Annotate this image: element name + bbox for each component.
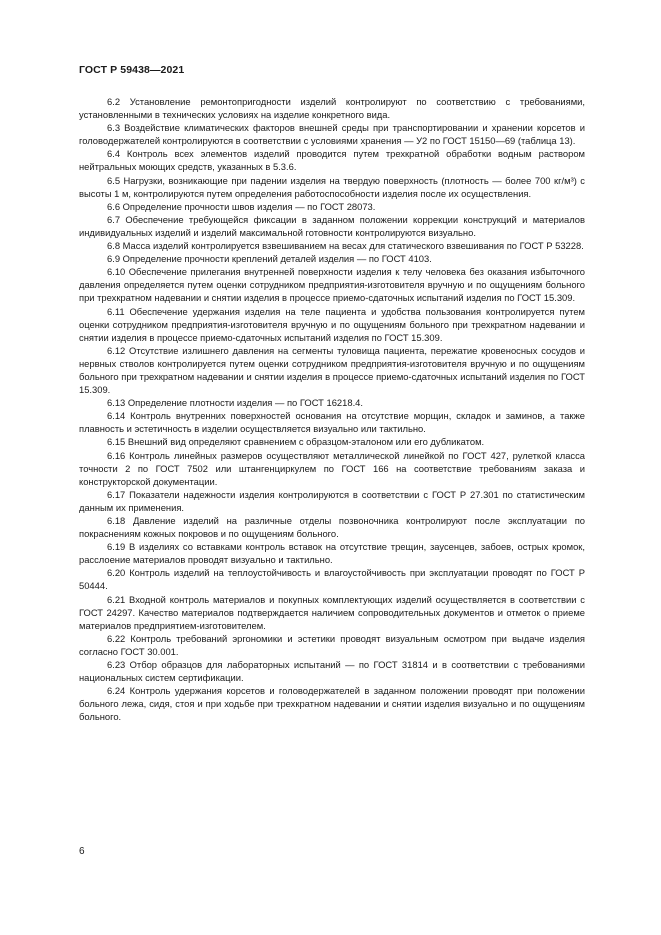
paragraph-6-11: 6.11 Обеспечение удержания изделия на теле пациента и удобства пользования контролируется путем оценки сотрудником предприятия-изготовителя вручную и по ощущениям больного при трехкратном надевании и снятии изделия в процессе приемо-сдаточных испытаний изделия по ГОСТ 15.309. <box>79 305 585 343</box>
paragraph-6-14: 6.14 Контроль внутренних поверхностей основания на отсутствие морщин, складок и заминов, а также плавность и эстетичность в изделии осуществляется визуально или тактильно. <box>79 410 585 435</box>
paragraph-6-8: 6.8 Масса изделий контролируется взвешиванием на весах для статического взвешивания по ГОСТ Р 53228. <box>107 240 584 252</box>
paragraph-6-12: 6.12 Отсутствие излишнего давления на сегменты туловища пациента, пережатие кровеносных сосудов и нервных стволов контролируется путем оценки сотрудником предприятия-изготовителя вручную и по ощущениям больного при трехкратном надевании и снятии изделия в процессе приемо-сдаточных испытаний изделия по ГОСТ 15.309. <box>79 344 585 396</box>
paragraph-6-13: 6.13 Определение плотности изделия — по ГОСТ 16218.4. <box>107 397 363 409</box>
page-number: 6 <box>79 846 85 857</box>
paragraph-6-21: 6.21 Входной контроль материалов и покупных комплектующих изделий осуществляется в соответствии с ГОСТ 24297. Качество материалов подтверждается наличием сопроводительных документов и отметок о приеме материалов предприятием-изготовителем. <box>79 593 585 631</box>
paragraph-6-19: 6.19 В изделиях со вставками контроль вставок на отсутствие трещин, заусенцев, забоев, острых кромок, расслоение материалов проводят визуально и тактильно. <box>79 541 585 566</box>
paragraph-6-6: 6.6 Определение прочности швов изделия — по ГОСТ 28073. <box>107 200 376 212</box>
paragraph-6-24: 6.24 Контроль удержания корсетов и головодержателей в заданном положении проводят при положении больного лежа, сидя, стоя и при ходьбе при трехкратном надевании и снятии изделия визуально и по ощущениям больного. <box>79 685 585 723</box>
paragraph-6-7: 6.7 Обеспечение требующейся фиксации в заданном положении коррекции конструкций и материалов индивидуальных изделий и изделий максимальной готовности контролируются визуально. <box>79 213 585 238</box>
paragraph-6-3: 6.3 Воздействие климатических факторов внешней среды при транспортировании и хранении корсетов и головодержателей контролируются в соответствии с условиями хранения — У2 по ГОСТ 15150—69 (таблица 13). <box>79 122 585 147</box>
document-header: ГОСТ Р 59438—2021 <box>79 64 185 76</box>
paragraph-6-4: 6.4 Контроль всех элементов изделий проводится путем трехкратной обработки водным раствором нейтральных моющих средств, указанных в 5.3.6. <box>79 148 585 173</box>
paragraph-6-5: 6.5 Нагрузки, возникающие при падении изделия на твердую поверхность (плотность — более 700 кг/м³) с высоты 1 м, контролируются путем определения работоспособности изделия после их осуществления. <box>79 174 585 199</box>
paragraph-6-10: 6.10 Обеспечение прилегания внутренней поверхности изделия к телу человека без оказания избыточного давления определяется путем оценки сотрудником предприятия-изготовителя вручную и по ощущениям больного при трехкратном надевании и снятии изделия в процессе приемо-сдаточных испытаний изделия по ГОСТ 15.309. <box>79 266 585 304</box>
paragraph-6-23: 6.23 Отбор образцов для лабораторных испытаний — по ГОСТ 31814 и в соответствии с требованиями национальных систем сертификации. <box>79 659 585 684</box>
paragraph-6-20: 6.20 Контроль изделий на теплоустойчивость и влагоустойчивость при эксплуатации проводят по ГОСТ Р 50444. <box>79 567 585 592</box>
paragraph-6-16: 6.16 Контроль линейных размеров осуществляют металлической линейкой по ГОСТ 427, рулеткой класса точности 2 по ГОСТ 7502 или штангенциркулем по ГОСТ 166 на соответствие требованиям заказа и конструкторской документации. <box>79 449 585 487</box>
paragraph-6-9: 6.9 Определение прочности креплений деталей изделия — по ГОСТ 4103. <box>107 253 432 265</box>
paragraph-6-22: 6.22 Контроль требований эргономики и эстетики проводят визуальным осмотром при выдаче изделия согласно ГОСТ 30.001. <box>79 632 585 657</box>
document-body <box>79 95 585 724</box>
paragraph-6-15: 6.15 Внешний вид определяют сравнением с образцом-эталоном или его дубликатом. <box>107 436 485 448</box>
paragraph-6-2: 6.2 Установление ремонтопригодности изделий контролируют по соответствию с требованиями, установленными в технических условиях на изделие конкретного вида. <box>79 96 585 121</box>
paragraph-6-18: 6.18 Давление изделий на различные отделы позвоночника контролируют после эксплуатации по покраснениям кожных покровов и по ощущениям больного. <box>79 515 585 540</box>
paragraph-6-17: 6.17 Показатели надежности изделия контролируются в соответствии с ГОСТ Р 27.301 по статистическим данным их применения. <box>79 488 585 513</box>
